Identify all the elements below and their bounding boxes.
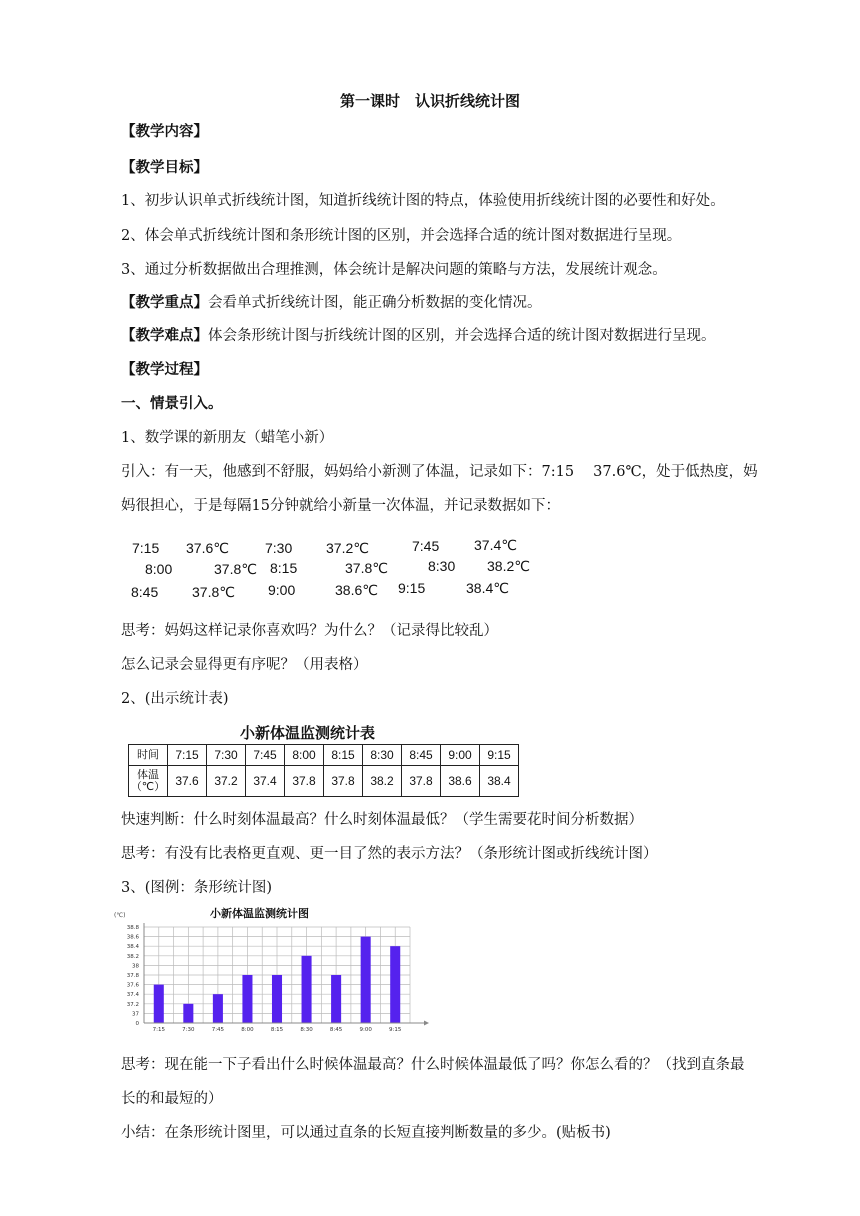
table-cell: 9:15 [480,745,519,766]
table-cell: 37.8 [402,766,441,797]
key-point-label: 【教学重点】 [121,294,208,311]
think-4-line-1: 思考：现在能一下子看出什么时候体温最高？什么时候体温最低了吗？你怎么看的？（找到直条最 [121,1057,745,1073]
record-time: 7:30 [265,540,293,556]
table-cell: 38.6 [441,766,480,797]
x-axis-arrow [424,1021,429,1026]
difficult-point-label: 【教学难点】 [121,327,208,344]
item-1: 1、数学课的新朋友（蜡笔小新） [121,430,334,446]
heading-goals: 【教学目标】 [121,159,208,176]
x-tick-label: 9:00 [359,1027,372,1033]
bar [183,1004,193,1023]
bar [213,994,223,1023]
x-tick-label: 8:00 [241,1027,254,1033]
chart-title: 小新体温监测统计图 [210,907,309,920]
table-cell: 37.8 [285,766,324,797]
row-header-time: 时间 [129,745,168,766]
record-temp: 37.8℃ [345,560,388,576]
table-cell: 37.8 [324,766,363,797]
bar [242,975,252,1023]
bar [361,937,371,1023]
table-cell: 8:30 [363,745,402,766]
bar [154,985,164,1023]
table-cell: 8:45 [402,745,441,766]
record-time: 8:00 [145,561,173,577]
intro-line-1: 引入：有一天，他感到不舒服，妈妈给小新测了体温，记录如下：7:15 37.6℃，处于低热度，妈 [121,464,758,480]
table-cell: 37.4 [246,766,285,797]
x-tick-label: 8:15 [270,1027,284,1033]
record-temp: 37.8℃ [214,561,257,577]
table-cell: 8:15 [324,745,363,766]
item-2: 2、(出示统计表) [121,691,229,707]
item-3: 3、(图例：条形统计图) [121,880,273,896]
table-cell: 8:00 [285,745,324,766]
table-title: 小新体温监测统计表 [240,724,376,742]
bar [331,975,341,1023]
record-temp: 38.6℃ [335,582,378,598]
y-tick-label: 37.4 [126,992,139,999]
record-time: 9:15 [398,580,426,596]
record-temp: 37.4℃ [474,537,517,553]
table-cell: 9:00 [441,745,480,766]
chart-ylabel: (℃) [114,912,126,919]
x-tick-label: 8:30 [300,1027,313,1033]
row-header-temp-line1: 体温 [137,769,159,781]
table-cell: 7:15 [168,745,207,766]
table-row [129,766,519,797]
table-cell: 7:45 [246,745,285,766]
temperature-table [128,744,519,797]
record-time: 8:30 [428,558,456,574]
bar [272,975,282,1023]
record-time: 8:15 [270,560,298,576]
record-temp: 37.6℃ [186,540,229,556]
think-4-line-2: 长的和最短的） [121,1091,223,1107]
goal-2: 2、体会单式折线统计图和条形统计图的区别，并会选择合适的统计图对数据进行呈现。 [121,228,682,244]
y-tick-label: 38.8 [126,925,139,931]
record-time: 8:45 [131,584,159,600]
goal-3: 3、通过分析数据做出合理推测，体会统计是解决问题的策略与方法，发展统计观念。 [121,262,667,278]
x-tick-label: 7:15 [152,1027,165,1033]
y-tick-label: 38.2 [126,953,139,960]
record-temp: 38.4℃ [466,580,509,596]
bar [302,956,312,1023]
intro-line-2: 妈很担心，于是每隔15分钟就给小新量一次体温，并记录数据如下： [121,498,560,514]
y-tick-label: 38.6 [126,934,139,941]
difficult-point-text: 体会条形统计图与折线统计图的区别，并会选择合适的统计图对数据进行呈现。 [208,328,716,344]
x-tick-label: 7:45 [211,1027,225,1033]
y-tick-label: 37.6 [126,982,139,989]
chart-labels [127,925,402,1033]
page-title: 第一课时 认识折线统计图 [339,92,520,110]
part-1-heading: 一、情景引入。 [121,395,223,412]
table-cell: 38.2 [363,766,402,797]
x-tick-label: 9:15 [389,1027,402,1033]
bar [390,946,400,1023]
record-temp: 38.2℃ [487,558,530,574]
record-time: 7:45 [412,538,440,554]
x-tick-label: 8:45 [329,1027,343,1033]
y-tick-label: 37.8 [126,973,139,979]
goal-1: 1、初步认识单式折线统计图，知道折线统计图的特点，体验使用折线统计图的必要性和好处。 [121,193,725,209]
heading-process: 【教学过程】 [121,361,208,378]
quick-judgement: 快速判断：什么时刻体温最高？什么时刻体温最低？（学生需要花时间分析数据） [121,812,643,828]
y-tick-label: 0 [135,1021,139,1027]
heading-content: 【教学内容】 [121,123,208,140]
key-point-text: 会看单式折线统计图，能正确分析数据的变化情况。 [208,295,542,311]
think-2: 怎么记录会显得更有序呢？（用表格） [121,657,368,673]
y-tick-label: 37 [132,1011,139,1018]
record-time: 7:15 [132,540,160,556]
think-3: 思考：有没有比表格更直观、更一目了然的表示方法？（条形统计图或折线统计图） [121,846,658,862]
key-point [121,293,542,313]
y-tick-label: 37.2 [126,1001,139,1008]
record-time: 9:00 [268,582,296,598]
y-tick-label: 38.4 [126,944,139,951]
table-row [129,745,519,766]
table-cell: 38.4 [480,766,519,797]
row-header-temp [129,766,168,797]
table-cell: 37.6 [168,766,207,797]
think-1: 思考：妈妈这样记录你喜欢吗？为什么？（记录得比较乱） [121,623,498,639]
table-cell: 37.2 [207,766,246,797]
record-temp: 37.8℃ [192,584,235,600]
table-cell: 7:30 [207,745,246,766]
record-temp: 37.2℃ [326,540,369,556]
row-header-temp-line2: （℃） [130,781,166,793]
x-tick-label: 7:30 [182,1027,195,1033]
y-tick-label: 38 [132,963,139,970]
difficult-point [121,326,716,346]
bar-chart [112,903,432,1035]
summary: 小结：在条形统计图里，可以通过直条的长短直接判断数量的多少。(贴板书) [121,1125,611,1141]
